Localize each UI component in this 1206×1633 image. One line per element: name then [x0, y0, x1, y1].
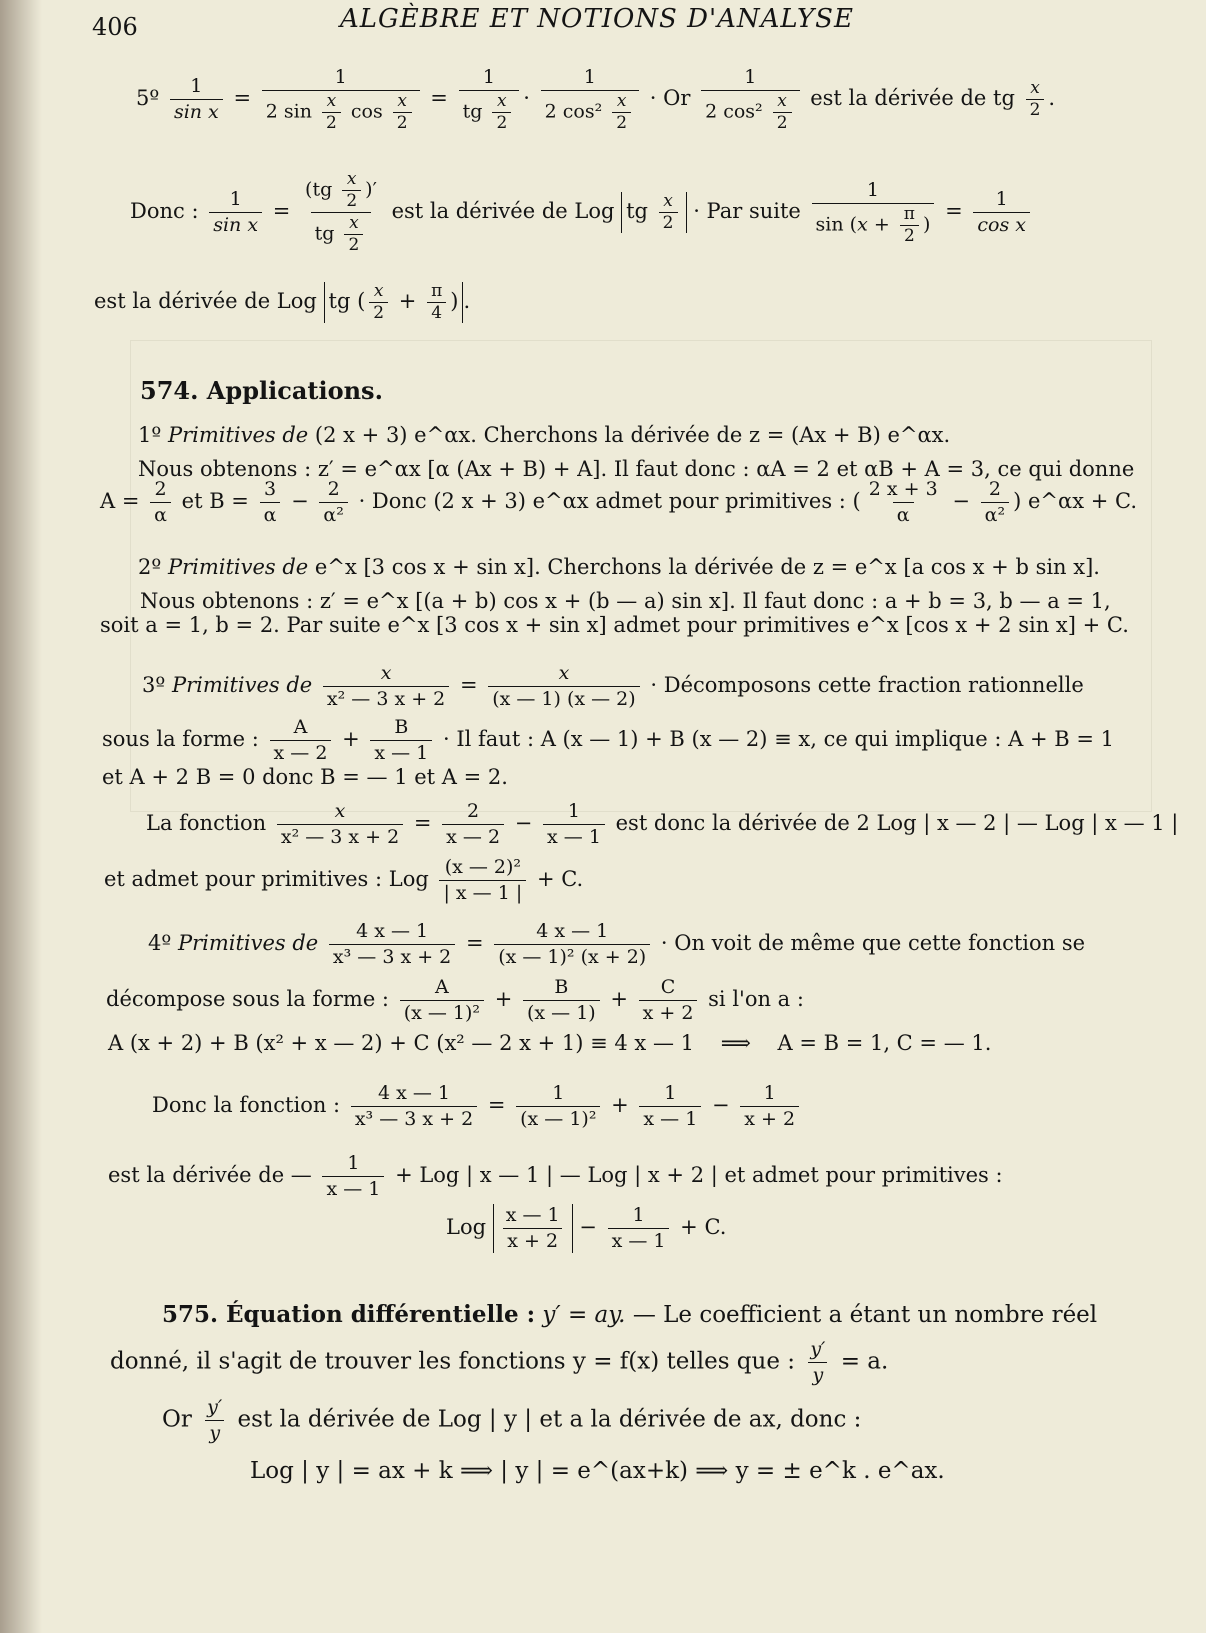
frac-1-over-tg: 1 tg $\frac{x}{2}$ — [459, 66, 520, 133]
p2-line2: Nous obtenons : z′ = e^x [(a + b) cos x + (b — a) sin x]. Il faut donc : a + b = 3, b — a = 1, — [140, 589, 1111, 613]
p4-line2: décompose sous la forme : $\frac{A}{\text{(x — 1)²}}$ + $\frac{B}{(x — 1)}$ + $\frac{C}{x + 2}$ si l'on a : — [106, 976, 804, 1024]
donc-label: Donc : — [130, 199, 199, 223]
ex5-line2: Donc : $\frac{1}{\text{sin x}}$ = (tg $\frac{x}{2}$ )′ tg $\frac{x}{2}$ est la dérivée de Log tg $\frac{x}{2}$ · Par suite 1 sin (x + $\frac{\pi}{2}$ ) = $\frac{1}{\text{cos x}}$ — [130, 170, 1034, 255]
ex5-line3: est la dérivée de Log tg ( $\frac{x}{2}$ + $\frac{\pi}{4}$ ) . — [94, 281, 471, 323]
section-574-title: 574. Applications. — [140, 376, 383, 405]
p4-line5: est la dérivée de — $\frac{1}{x — 1}$ + Log | x — 1 | — Log | x + 2 | et admet pour primitives : — [108, 1152, 1003, 1200]
p2-line3: soit a = 1, b = 2. Par suite e^x [3 cos x + sin x] admet pour primitives e^x [cos x + 2 sin x] + C. — [100, 613, 1129, 637]
p4-line1: 4º Primitives de $\frac{4 x — 1}{\text{x³ — 3 x + 2}}$ = $\frac{4 x — 1}{\text{(x — 1)² (x + 2)}}$ · On voit de même que cette fonction se — [148, 920, 1086, 968]
p4-line3: A (x + 2) + B (x² + x — 2) + C (x² — 2 x + 1) ≡ 4 x — 1 ⟹ A = B = 1, C = — 1. — [108, 1031, 992, 1055]
p3-line1: 3º Primitives de $\frac{x}{\text{x² — 3 x + 2}}$ = $\frac{x}{(x — 1) (x — 2)}$ · Décomposons cette fraction rationnelle — [142, 662, 1084, 710]
section-575-line3: Or $\frac{y'}{y}$ est la dérivée de Log | y | et a la dérivée de ax, donc : — [162, 1396, 862, 1444]
frac-1-over-sinx: $\frac{1}{\text{sin x}}$ — [170, 75, 223, 124]
p1-line1: 1º Primitives de (2 x + 3) e^αx. Cherchons la dérivée de z = (Ax + B) e^αx. — [138, 423, 951, 447]
p4-line4: Donc la fonction : $\frac{4 x — 1}{\text{x³ — 3 x + 2}}$ = $\frac{1}{\text{(x — 1)²}}$ + $\frac{1}{x — 1}$ − $\frac{1}{x + 2}$ — [152, 1082, 803, 1131]
p1-line2: Nous obtenons : z′ = e^αx [α (Ax + B) + A]. Il faut donc : αA = 2 et αB + A = 3, ce qui donne — [138, 457, 1135, 481]
p4-final: Log $\frac{x — 1}{x + 2}$ − $\frac{1}{x — 1}$ + C. — [446, 1204, 727, 1252]
frac-sin-shift: 1 sin (x + $\frac{\pi}{2}$ ) — [812, 179, 935, 246]
p1-line3: A = $\frac{2}{\alpha}$ et B = $\frac{3}{\alpha}$ − $\frac{2}{\text{α²}}$ · Donc (2 x + 3) e^αx admet pour primitives : ( $\frac{2 x + 3}{\alpha}$ − $\frac{2}{\text{α²}}$ ) e^αx + C. — [100, 478, 1137, 526]
frac-1-over-2cos2-b: 1 2 cos² $\frac{x}{2}$ — [701, 66, 799, 133]
p2-line1: 2º Primitives de e^x [3 cos x + sin x]. Cherchons la dérivée de z = e^x [a cos x + b sin x]. — [138, 555, 1100, 579]
p3-line4: La fonction $\frac{x}{\text{x² — 3 x + 2}}$ = $\frac{2}{x — 2}$ − $\frac{1}{x — 1}$ est donc la dérivée de 2 Log | x — 2 | — Log | x — 1 | — [146, 800, 1179, 848]
p3-line5: et admet pour primitives : Log $\frac{\text{(x — 2)²}}{| x — 1 |}$ + C. — [104, 856, 584, 904]
running-title: ALGÈBRE ET NOTIONS D'ANALYSE — [340, 4, 854, 34]
frac-half-angle: 1 2 sin $\frac{x}{2}$ cos $\frac{x}{2}$ — [262, 66, 420, 133]
section-575-title: 575. Équation différentielle : — [162, 1301, 536, 1328]
p3-line2: sous la forme : $\frac{A}{x — 2}$ + $\frac{B}{x — 1}$ · Il faut : A (x — 1) + B (x — 2) ≡ x, ce qui implique : A + B = 1 — [102, 716, 1115, 764]
ex5-line1: 5º $\frac{1}{\text{sin x}}$ = 1 2 sin $\frac{x}{2}$ cos $\frac{x}{2}$ = 1 tg $\frac{x}{2}$ · 1 2 cos² $\frac{x}{2}$ · Or 1 2 cos² $\frac{x}{2}$ est la dérivée de tg $\frac{x}{2}$ . — [136, 66, 1056, 133]
p3-line3: et A + 2 B = 0 donc B = — 1 et A = 2. — [102, 765, 508, 789]
ex5-label: 5º — [136, 86, 160, 110]
section-575-line1: 575. Équation différentielle : y′ = ay. — Le coefficient a étant un nombre réel — [162, 1301, 1098, 1328]
section-575-final: Log | y | = ax + k ⟹ | y | = e^(ax+k) ⟹ y = ± e^k . e^ax. — [250, 1458, 945, 1484]
frac-tg-prime: (tg $\frac{x}{2}$ )′ tg $\frac{x}{2}$ — [305, 169, 377, 255]
frac-1-over-2cos2: 1 2 cos² $\frac{x}{2}$ — [541, 66, 639, 133]
page-number: 406 — [92, 13, 138, 41]
section-575-line2: donné, il s'agit de trouver les fonctions y = f(x) telles que : $\frac{y'}{y}$ = a. — [110, 1338, 889, 1386]
page-edge-shadow — [0, 0, 42, 1633]
